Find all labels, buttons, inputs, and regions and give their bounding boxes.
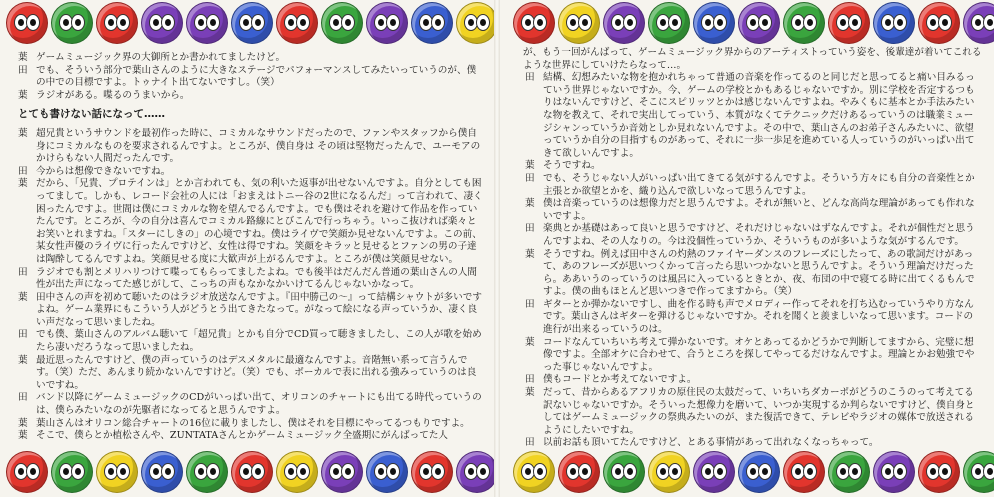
entries-right: [525, 72, 982, 450]
continued-paragraph: が、もう一回がんばって、ゲームミュージック界からのアーティストっていう姿を、後輩達が着いてこれるような世界にしていけたらなって…。: [523, 47, 982, 71]
dialogue-text: ゲームミュージック界の大御所とか書かれてましたけど。: [36, 52, 286, 63]
dialogue-entry: [525, 299, 982, 337]
green-puyo-icon: [828, 451, 870, 493]
speaker-label: 田: [18, 329, 28, 341]
speaker-label: 田: [525, 437, 535, 449]
dialogue-text: 結構、幻想みたいな物を抱かれちゃって普通の音楽を作ってるのと同じだと思ってると痛い目みるっていう世界じゃないですか。今、ゲームの学校とかもあるじゃないですか。別に学校を否定するつもりはないんですけど、そこにスピリッツとかは感じないんですよね。やみくもに基本とか手法みたいな物を教えて、それで実出してっていう、本質がなくてテクニックだけあるっていうのは職業ミュージシャンっていうか音効としか見れないんですよ。その中で、葉山さんのお弟子さんみたいに、欲望っていうか自分の目指すものがあって、それに一歩一歩足を進めている人っていうのがいっぱい出てきて欲しいんですよ。: [543, 72, 975, 159]
dialogue-entry: [525, 249, 982, 299]
speaker-label: 田: [525, 298, 535, 310]
left-page: [0, 0, 495, 497]
dialogue-entry: [18, 355, 483, 393]
dialogue-entry: [18, 418, 483, 431]
speaker-label: 葉: [18, 430, 28, 442]
dialogue-entry: [18, 292, 483, 330]
dialogue-text: 今からは想像できないですね。: [36, 165, 171, 177]
purple-puyo-icon: [321, 451, 363, 493]
interview-text-right: [525, 47, 982, 450]
speaker-label: 葉: [18, 354, 28, 366]
dialogue-entry: [525, 72, 982, 160]
interview-text-left: [18, 52, 483, 443]
speaker-label: 田: [525, 374, 535, 386]
speaker-label: 葉: [18, 178, 28, 190]
purple-puyo-icon: [456, 451, 498, 493]
speaker-label: 葉: [525, 336, 535, 348]
yellow-puyo-icon: [456, 2, 498, 44]
red-puyo-icon: [828, 2, 870, 44]
red-puyo-icon: [6, 2, 48, 44]
speaker-label: 葉: [525, 387, 535, 399]
blue-puyo-icon: [873, 2, 915, 44]
speaker-label: 葉: [525, 248, 535, 260]
dialogue-text: 僕もコードとか考えてないですよ。: [543, 374, 697, 386]
dialogue-entry: [525, 173, 982, 198]
dialogue-text: でも、そういう部分で葉山さんのように大きなステージでパフォーマンスしてみたいっていうのが、僕の中での目標ですよ。トゥナイト出てないですし。（笑）: [36, 64, 477, 89]
dialogue-entry: [18, 166, 483, 179]
speaker-label: 葉: [525, 198, 535, 210]
dialogue-text: 僕は音楽っていうのは想像力だと思うんですよ。それが無いと、どんな高尚な理論があっても作れないですよ。: [543, 198, 975, 222]
green-puyo-icon: [783, 2, 825, 44]
dialogue-text: 以前お話も頂いてたんですけど、とある事情があって出れなくなっちゃって。: [543, 437, 879, 449]
red-puyo-icon: [6, 451, 48, 493]
red-puyo-icon: [513, 2, 555, 44]
dialogue-text: ラジオでも割とメリハリつけて喋ってもらってましたよね。でも後半はだんだん普通の葉山さんの人間性が出た声になってた感じがして、こっちの声もなかなかいけてるんじゃないかなって。: [36, 266, 478, 291]
dialogue-text: だって、昔からあるアフリカの原住民の太鼓だって、いちいちダカーポがどうのこうのって考えてる訳ないじゃないですか。そういった想像力を磨いて、いつか実現するか判らないですけど、僕自身としてはゲームミュージックの祭典みたいのが、また復活できて、テレビやラジオの媒体で放送されるようにしたいですね。: [543, 387, 975, 436]
dialogue-entry: [525, 223, 982, 248]
blue-puyo-icon: [141, 451, 183, 493]
purple-puyo-icon: [693, 451, 735, 493]
speaker-label: 葉: [18, 127, 28, 139]
green-puyo-icon: [51, 2, 93, 44]
purple-puyo-icon: [963, 2, 994, 44]
dialogue-entry: [18, 392, 483, 417]
dialogue-entry: [18, 90, 483, 103]
dialogue-text: ラジオがある。喋るのうまいから。: [36, 89, 190, 101]
entries-a: [18, 52, 483, 102]
dialogue-text: 葉山さんはオリコン総合チャートの16位に載りましたし、僕はそれを目標にやってるつもりですよ。: [36, 417, 470, 429]
blue-puyo-icon: [693, 2, 735, 44]
dialogue-text: ギターとか弾かないですし、曲を作る時も声でメロディー作ってそれを打ち込むっていうやり方なんです。葉山さんはギターを弾けるじゃないですか。それを聞くと羨ましいなって思います。コードの進行が出来るっていうのは。: [543, 298, 974, 336]
speaker-label: 田: [525, 72, 535, 84]
blue-puyo-icon: [738, 451, 780, 493]
speaker-label: 田: [18, 266, 28, 278]
speaker-label: 田: [18, 165, 28, 177]
purple-puyo-icon: [738, 2, 780, 44]
dialogue-entry: [525, 387, 982, 437]
dialogue-entry: [18, 329, 483, 354]
blue-puyo-icon: [411, 2, 453, 44]
speaker-label: 田: [525, 223, 535, 235]
section-heading: とても書けない話になって……: [18, 108, 165, 121]
red-puyo-icon: [558, 451, 600, 493]
dialogue-text: そこで、僕らとか植松さんや、ZUNTATAさんとかゲームミュージック全盛期にがんばってた人: [36, 430, 449, 442]
dialogue-entry: [18, 178, 483, 266]
speaker-label: 田: [525, 172, 535, 184]
dialogue-text: バンド以降にゲームミュージックのCDがいっぱい出て、オリコンのチャートにも出てる時代っていうのは、僕らみたいなのが先駆者になってると思うんですよ。: [36, 392, 482, 417]
dialogue-entry: [18, 65, 483, 90]
dialogue-entry: [525, 160, 982, 173]
speaker-label: 田: [18, 392, 28, 404]
dialogue-entry: [18, 267, 483, 292]
red-puyo-icon: [96, 2, 138, 44]
dialogue-text: 田中さんの声を初めて聴いたのはラジオ放送なんですよ。『田中勝己の〜』って結構シャウトが多いですよね。ゲーム業界にもこういう人がどうとう出てきたなって。がなって絵になる声っていうか、凄く良い声だなって思いましたね。: [36, 291, 482, 328]
purple-puyo-icon: [873, 451, 915, 493]
speaker-label: 葉: [18, 52, 28, 63]
dialogue-entry: [525, 437, 982, 450]
speaker-label: 田: [18, 64, 28, 76]
green-puyo-icon: [321, 2, 363, 44]
yellow-puyo-icon: [513, 451, 555, 493]
dialogue-entry: [525, 374, 982, 387]
speaker-label: 葉: [18, 89, 28, 101]
yellow-puyo-icon: [96, 451, 138, 493]
dialogue-text: そうですね。: [543, 160, 601, 172]
blue-puyo-icon: [231, 2, 273, 44]
dialogue-entry: [18, 430, 483, 443]
puyo-row-bottom-left: [6, 451, 498, 495]
red-puyo-icon: [918, 451, 960, 493]
speaker-label: 葉: [18, 417, 28, 429]
dialogue-text: 最近思ったんですけど、僕の声っていうのはデスメタルに最適なんですよ。音階無い系って言うんです。（笑）ただ、あんまり続かないんですけど。（笑）でも、ボーカルで表に出れる強みっていうのは良いですね。: [36, 354, 477, 391]
dialogue-text: 楽典とか基礎はあって良いと思うですけど、それだけじゃないはずなんですよ。それが個性だと思うんですよね、その人なりの。今は没個性っていうか、そういうものが多いような気がするんです。: [543, 223, 975, 247]
puyo-row-top-left: [6, 2, 498, 46]
yellow-puyo-icon: [648, 451, 690, 493]
dialogue-entry: [525, 198, 982, 223]
puyo-row-bottom-right: [513, 451, 994, 495]
dialogue-entry: [18, 128, 483, 166]
green-puyo-icon: [51, 451, 93, 493]
speaker-label: 葉: [18, 291, 28, 303]
green-puyo-icon: [186, 451, 228, 493]
entries-b: [18, 128, 483, 443]
dialogue-text: 超兄貴というサウンドを最初作った時に、コミカルなサウンドだったので、ファンやスタッフから僕自身にコミカルなものを要求されるんですよ。ところが、僕自身は その頃は堅物だったんで、ユーモアのかけらもない人間だったんです。: [36, 127, 481, 165]
red-puyo-icon: [783, 451, 825, 493]
red-puyo-icon: [276, 2, 318, 44]
right-page: [499, 0, 994, 497]
purple-puyo-icon: [603, 2, 645, 44]
dialogue-text: だから、「兄貴、プロテインは」とか言われても、気の利いた返事が出せないんですよ。自分としても困ってまして。しかも、レコード会社の人には「おまえはトニー谷の2世になるんだ」って言われて、凄く困ったんですよ。世間は僕にコミカルな物を望んでるんですよ。でも僕はそれを避けて作品を作っていたんです。ところが、今の自分は喜んでコミカル路線にとびこんで行っちゃう。いっこ抜ければ楽々とお笑いとれますね。「スターにしきの」の心境ですね。僕はライヴで笑顔か見せないんですよ。この前、某女性声優のライヴに行ったんですけど、女性は得ですね。笑顔をキラッと見せるとファンの男の子達は陶酔してるんですよね。笑顔見せる度に大歓声が上がるんですよ。ところが僕は笑顔見せない。: [36, 178, 483, 265]
purple-puyo-icon: [366, 2, 408, 44]
blue-puyo-icon: [366, 451, 408, 493]
yellow-puyo-icon: [276, 451, 318, 493]
red-puyo-icon: [411, 451, 453, 493]
dialogue-text: そうですね。例えば田中さんの灼熱のファイヤーダンスのフレーズにしたって、あの歌詞だけがあって、あのフレーズが思いつくかって言ったら思いつかないと思うんですよ。そういう理論だけだったら。ああいうのっていうのは風呂に入っているときとか、夜、布団の中で寝てる時に出てくるもんですよ。僕の曲もほとんど思いつきで作ってますから。（笑）: [543, 248, 975, 298]
dialogue-text: でも、そうじゃない人がいっぱい出てきてる気がするんですよ。そういう方々にも自分の音楽性とか主張とか欲望とかを、織り込んで欲しいなって思うんですよ。: [543, 172, 975, 197]
dialogue-text: でも僕、葉山さんのアルバム聴いて「超兄貴」とかも自分でCD買って聴きましたし、この人が歌を始めたら凄いだろうなって思いましたね。: [36, 329, 482, 354]
dialogue-entry: [18, 52, 483, 65]
yellow-puyo-icon: [558, 2, 600, 44]
red-puyo-icon: [231, 451, 273, 493]
dialogue-entry: [525, 337, 982, 375]
purple-puyo-icon: [186, 2, 228, 44]
puyo-row-top-right: [513, 2, 994, 46]
green-puyo-icon: [603, 451, 645, 493]
speaker-label: 葉: [525, 160, 535, 172]
dialogue-text: コードなんていちいち考えて弾かないです。オケとあってるかどうかで判断してますから、完璧に想像ですよ。全部オケに合わせて、合うところを探してやってるだけなんですよ。理論とかお勉強でやった事じゃないんですよ。: [543, 336, 975, 373]
red-puyo-icon: [918, 2, 960, 44]
green-puyo-icon: [963, 451, 994, 493]
green-puyo-icon: [648, 2, 690, 44]
purple-puyo-icon: [141, 2, 183, 44]
